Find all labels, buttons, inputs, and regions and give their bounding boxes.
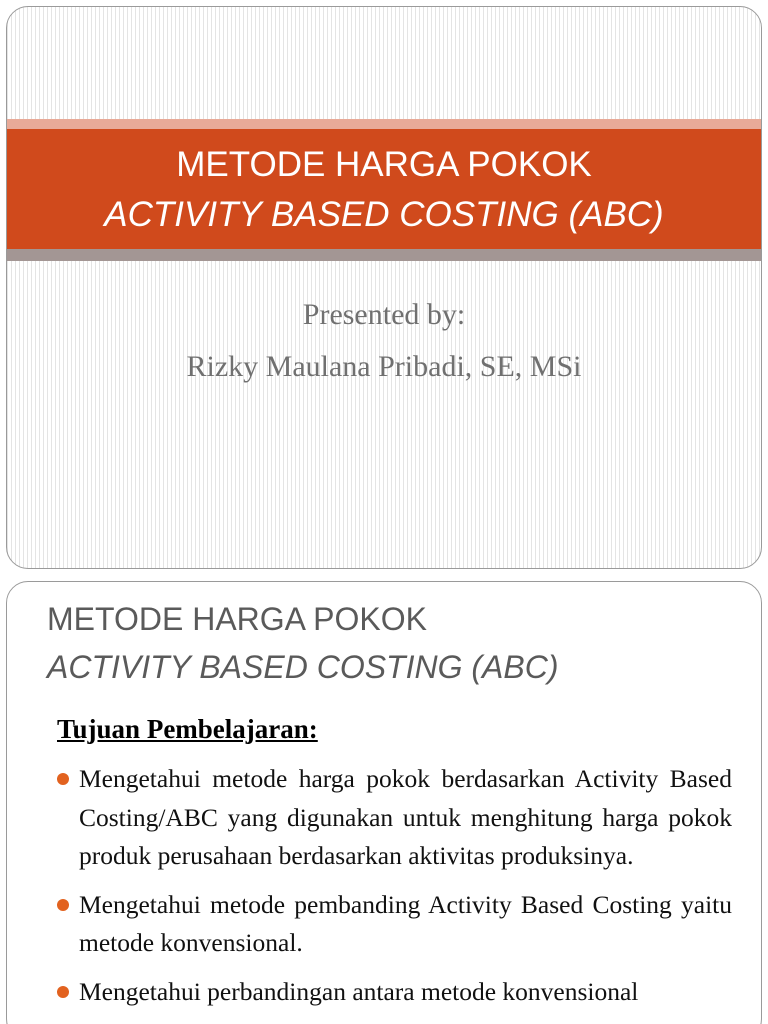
list-item (55, 760, 732, 876)
list-item (55, 886, 732, 963)
title-slide (6, 6, 762, 569)
slide2-title-line1: METODE HARGA POKOK (47, 601, 427, 637)
slide2-title-line2: ACTIVITY BASED COSTING (ABC) (47, 649, 559, 685)
list-item-text: Mengetahui perbandingan antara metode konvensional (79, 976, 639, 1006)
bullet-dot-icon (57, 899, 69, 911)
objectives-list (55, 760, 732, 1021)
bullet-dot-icon (57, 986, 69, 998)
objectives-heading: Tujuan Pembelajaran: (57, 714, 318, 744)
list-item-text: Mengetahui metode pembanding Activity Based Costing yaitu metode konvensional. (79, 889, 732, 957)
objectives-slide (6, 581, 762, 1024)
list-item (55, 973, 732, 1012)
title-band-top-stripe (7, 119, 761, 129)
list-item-text: Mengetahui metode harga pokok berdasarkan Activity Based Costing/ABC yang digunakan untuk menghitung harga pokok produk perusahaan berdasarkan aktivitas produksinya. (79, 764, 732, 870)
bullet-dot-icon (57, 773, 69, 785)
slide-title-line1: METODE HARGA POKOK (176, 145, 592, 184)
title-band-bottom-stripe (7, 249, 761, 261)
presenter-name: Rizky Maulana Pribadi, SE, MSi (186, 350, 582, 383)
presented-by-label: Presented by: (302, 298, 466, 331)
slide-title-line2: ACTIVITY BASED COSTING (ABC) (104, 195, 664, 234)
